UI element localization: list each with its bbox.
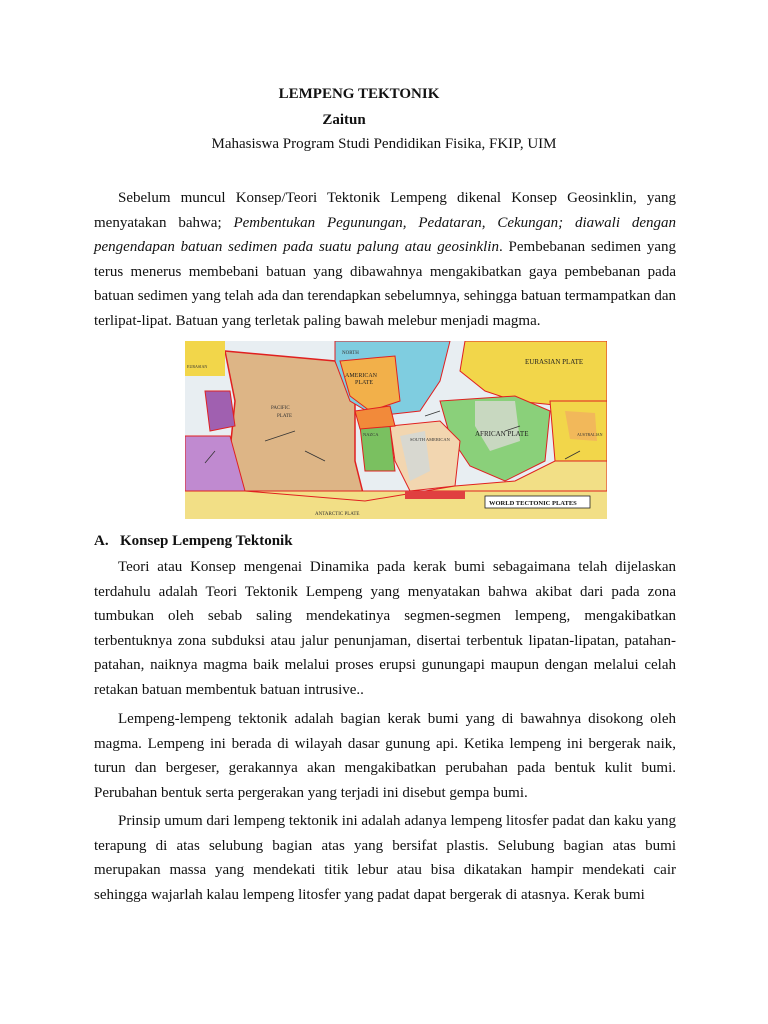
map-label-south-american: SOUTH AMERICAN	[410, 437, 450, 442]
map-label-african: AFRICAN PLATE	[475, 430, 529, 438]
section-a-paragraph-2: Lempeng-lempeng tektonik adalah bagian kerak bumi yang di bawahnya disokong oleh magma. Lempeng ini berada di wilayah dasar gunung api. Ketika lempeng ini bergerak naik, turun dan bergeser, gerakannya akan mengakibatkan perubahan pada bentuk kulit bumi. Perubahan bentuk serta pergerakan yang terjadi ini disebut gempa bumi.	[94, 711, 676, 801]
map-label-nazca: NAZCA	[363, 432, 379, 437]
map-label-plate-na: PLATE	[355, 380, 373, 386]
section-a-paragraph-3: Prinsip umum dari lempeng tektonik ini adalah adanya lempeng litosfer padat dan kaku yang terapung di atas selubung bagian atas yang bersifat plastis. Selubung bagian atas bumi merupakan massa yang mendekati titik lebur atau bisa dikatakan hampir mendekati cair sehingga wajarlah kalau lempeng litosfer yang padat dapat bergerak di atasnya. Kerak bumi	[94, 813, 676, 903]
document-title: LEMPENG TEKTONIK	[278, 86, 440, 102]
map-caption: WORLD TECTONIC PLATES	[489, 500, 577, 507]
map-label-antarctic: ANTARCTIC PLATE	[315, 512, 360, 517]
intro-paragraph	[94, 186, 676, 333]
section-a-paragraph-1: Teori atau Konsep mengenai Dinamika pada kerak bumi sebagaimana telah dijelaskan terdahulu adalah Teori Tektonik Lempeng yang menyatakan bahwa akibat dari pada zona tumbukan oleh sebab saling mendekatinya segmen-segmen lempeng, mengakibatkan terbentuknya zona subduksi atau jalur penunjaman, disertai terbentuk lipatan-lipatan, patahan-patahan, naiknya magma baik melalui proses erupsi gunungapi maupun dengan melalui celah retakan batuan membentuk batuan intrusive..	[94, 559, 676, 698]
author-affiliation: Mahasiswa Program Studi Pendidikan Fisika, FKIP, UIM	[211, 136, 557, 152]
author-name: Zaitun	[322, 112, 366, 128]
tectonic-plates-map	[185, 341, 607, 519]
section-a-heading	[94, 533, 293, 550]
map-label-pacific: PACIFIC	[271, 406, 290, 411]
map-label-australian: AUSTRALIAN	[577, 432, 603, 437]
map-label-eurasian-right: EURASIAN PLATE	[525, 358, 584, 366]
map-label-north: NORTH	[342, 351, 359, 356]
intro-italic-definition: Pembentukan Pegunungan, Pedataran, Cekungan; diawali dengan pengendapan batuan sedimen pada suatu palung atau geosinklin	[94, 214, 676, 255]
section-a-title: Konsep Lempeng Tektonik	[120, 533, 293, 549]
map-label-north-american: AMERICAN	[345, 373, 378, 379]
section-a-number: A.	[94, 533, 109, 549]
intro-text-before: Sebelum muncul Konsep/Teori Tektonik Lempeng dikenal Konsep Geosinklin, yang menyatakan bahwa;	[94, 190, 676, 231]
intro-text-after: . Pembebanan sedimen yang terus menerus membebani batuan yang dibawahnya mengakibatkan gaya pembebanan pada batuan sedimen yang telah ada dan terendapkan sebelumnya, sehingga batuan termampatkan dan terlipat-lipat. Batuan yang terletak paling bawah melebur menjadi magma.	[94, 239, 676, 329]
map-label-eurasian-left: EURASIAN	[187, 364, 208, 369]
map-label-plate-pacific: PLATE	[277, 414, 292, 419]
